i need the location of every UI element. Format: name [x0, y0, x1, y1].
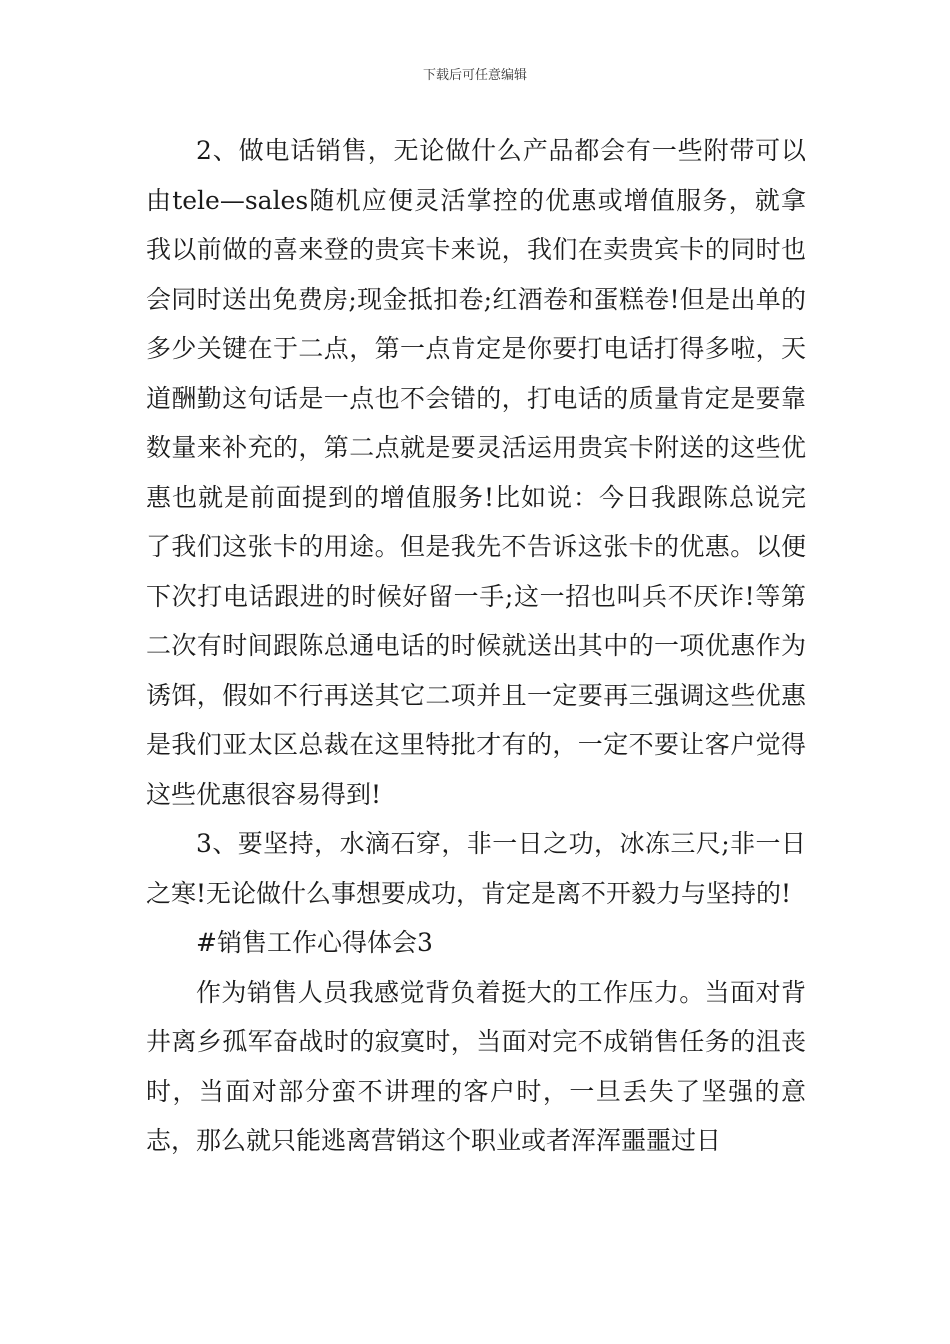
- document-body: [146, 126, 806, 1166]
- section-heading: #销售工作心得体会3: [196, 928, 433, 957]
- paragraph-2: 2、做电话销售，无论做什么产品都会有一些附带可以由tele—sales随机应便灵活掌控的优惠或增值服务，就拿我以前做的喜来登的贵宾卡来说，我们在卖贵宾卡的同时也会同时送出免费房;现金抵扣卷;红酒卷和蛋糕卷!但是出单的多少关键在于二点，第一点肯定是你要打电话打得多啦，天道酬勤这句话是一点也不会错的，打电话的质量肯定是要靠数量来补充的，第二点就是要灵活运用贵宾卡附送的这些优惠也就是前面提到的增值服务!比如说：今日我跟陈总说完了我们这张卡的用途。但是我先不告诉这张卡的优惠。以便下次打电话跟进的时候好留一手;这一招也叫兵不厌诈!等第二次有时间跟陈总通电话的时候就送出其中的一项优惠作为诱饵，假如不行再送其它二项并且一定要再三强调这些优惠是我们亚太区总裁在这里特批才有的，一定不要让客户觉得这些优惠很容易得到!: [146, 136, 806, 809]
- paragraph-after-heading: 作为销售人员我感觉背负着挺大的工作压力。当面对背井离乡孤军奋战时的寂寞时，当面对完不成销售任务的沮丧时，当面对部分蛮不讲理的客户时，一旦丢失了坚强的意志，那么就只能逃离营销这个职业或者浑浑噩噩过日: [146, 977, 806, 1155]
- paragraph-3: 3、要坚持，水滴石穿，非一日之功，冰冻三尺;非一日之寒!无论做什么事想要成功，肯定是离不开毅力与坚持的!: [146, 829, 806, 908]
- page-header: 下载后可任意编辑: [422, 68, 527, 83]
